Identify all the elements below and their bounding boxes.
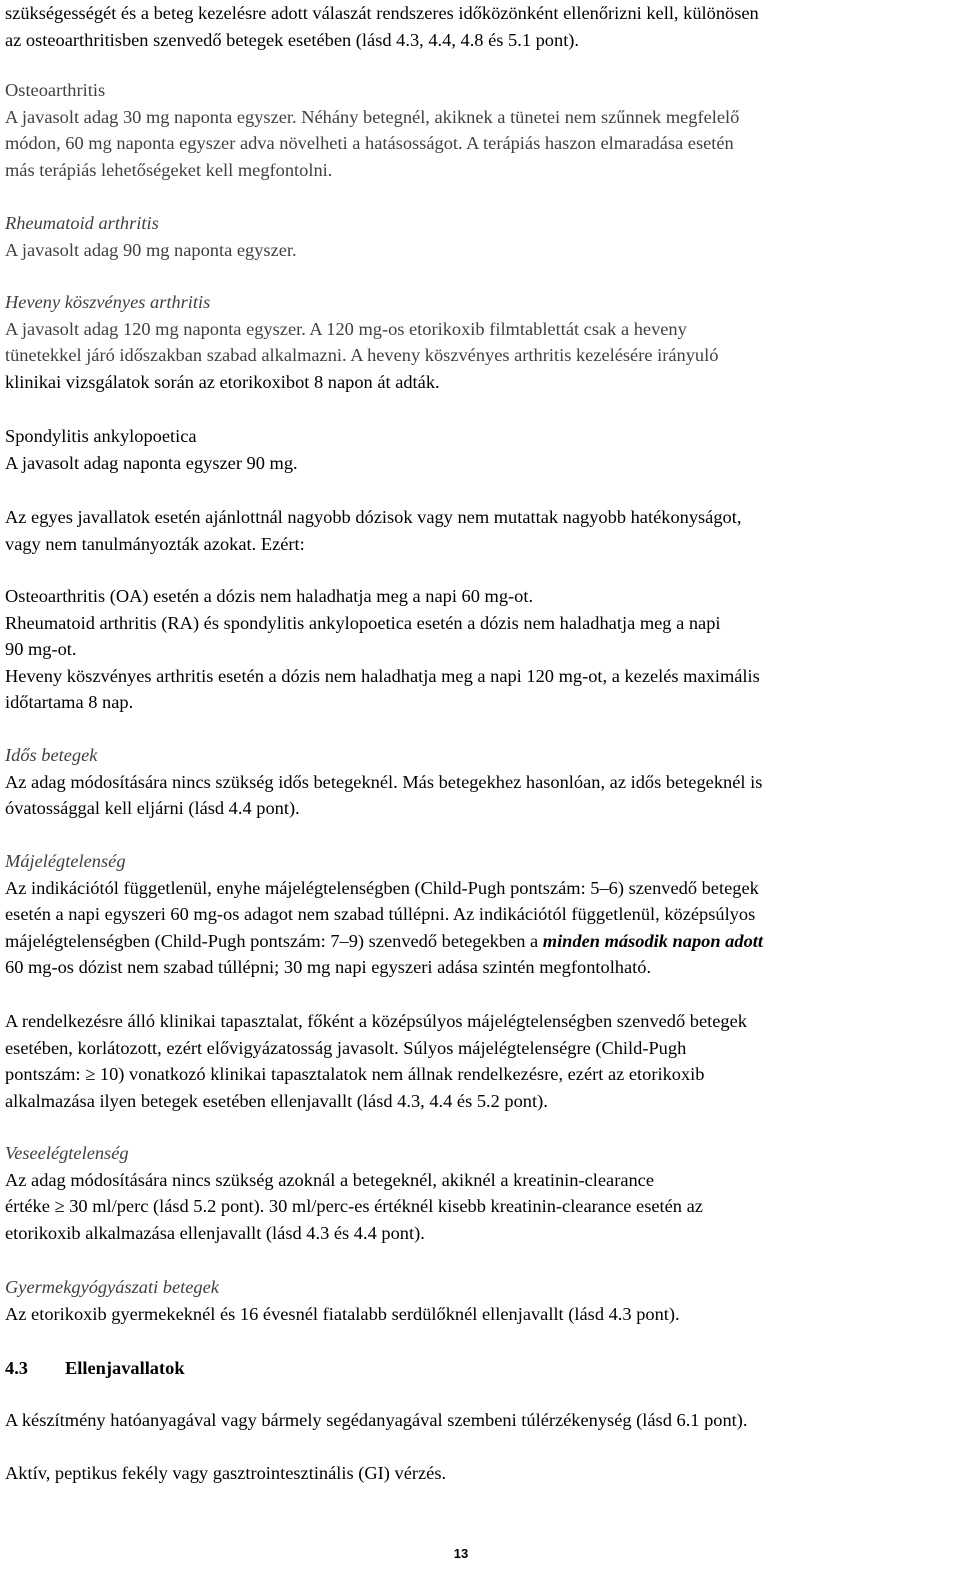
contraindication-paragraph — [5, 1407, 957, 1434]
text-fragment: májelégtelenségben (Child-Pugh pontszám: 7–9) szenvedő betegekben a — [5, 930, 543, 951]
text-line: klinikai vizsgálatok során az etorikoxibot 8 napon át adták. — [5, 371, 440, 392]
text-line: Az adag módosítására nincs szükség azoknál a betegeknél, akiknél a kreatinin-clearance — [5, 1169, 654, 1190]
text-line: módon, 60 mg naponta egyszer adva növelheti a hatásosságot. A terápiás haszon elmaradása esetén — [5, 133, 734, 154]
renal-section — [5, 1140, 957, 1246]
text-line: Az egyes javallatok esetén ajánlottnál nagyobb dózisok vagy nem mutattak nagyobb hatékonyságot, — [5, 507, 742, 527]
contraindication-paragraph — [5, 1460, 957, 1487]
gout-heading: Heveny köszvényes arthritis — [5, 292, 211, 312]
text-line: A javasolt adag 30 mg naponta egyszer. Néhány betegnél, akiknek a tünetei nem szűnnek megfelelő — [5, 106, 740, 127]
osteoarthritis-section — [5, 77, 957, 183]
hepatic-section — [5, 848, 957, 981]
text-line: A javasolt adag 90 mg naponta egyszer. — [5, 239, 297, 260]
text-line: értéke ≥ 30 ml/perc (lásd 5.2 pont). 30 ml/perc-es értéknél kisebb kreatinin-clearance esetén az — [5, 1196, 703, 1217]
text-line: Osteoarthritis (OA) esetén a dózis nem haladhatja meg a napi 60 mg-ot. — [5, 586, 534, 606]
elderly-section — [5, 742, 957, 822]
text-line: időtartama 8 nap. — [5, 692, 134, 713]
section-title: Ellenjavallatok — [65, 1358, 185, 1378]
text-line: esetében, korlátozott, ezért elővigyázatosság javasolt. Súlyos májelégtelenségre (Child-Pugh — [5, 1037, 687, 1058]
text-line: Az indikációtól függetlenül, enyhe májelégtelenségben (Child-Pugh pontszám: 5–6) szenvedő betegek — [5, 877, 759, 898]
intro-paragraph — [5, 0, 957, 53]
text-line — [5, 928, 957, 955]
text-line: szükségességét és a beteg kezelésre adott válaszát rendszeres időközönként ellenőrizni kell, különösen — [5, 3, 759, 23]
text-line: pontszám: ≥ 10) vonatkozó klinikai tapasztalatok nem állnak rendelkezésre, ezért az etorikoxib — [5, 1064, 705, 1085]
text-line: vagy nem tanulmányozták azokat. Ezért: — [5, 533, 305, 554]
hepatic-experience-paragraph — [5, 1008, 957, 1114]
spondylitis-heading: Spondylitis ankylopoetica — [5, 426, 197, 446]
text-line: Az etorikoxib gyermekeknél és 16 évesnél fiatalabb serdülőknél ellenjavallt (lásd 4.3 pont). — [5, 1303, 680, 1324]
section-heading — [5, 1355, 185, 1382]
elderly-heading: Idős betegek — [5, 745, 98, 765]
pediatric-section — [5, 1274, 957, 1327]
osteoarthritis-heading: Osteoarthritis — [5, 80, 106, 100]
text-line: etorikoxib alkalmazása ellenjavallt (lásd 4.3 és 4.4 pont). — [5, 1222, 425, 1243]
text-line: alkalmazása ilyen betegek esetében ellenjavallt (lásd 4.3, 4.4 és 5.2 pont). — [5, 1090, 548, 1111]
maximum-dose-paragraph — [5, 583, 957, 716]
text-line: Heveny köszvényes arthritis esetén a dózis nem haladhatja meg a napi 120 mg-ot, a kezelés maximális — [5, 665, 760, 686]
gout-section — [5, 289, 957, 395]
text-line: más terápiás lehetőségeket kell megfontolni. — [5, 159, 333, 180]
text-line: A javasolt adag 120 mg naponta egyszer. A 120 mg-os etorikoxib filmtablettát csak a heveny — [5, 318, 687, 339]
section-number: 4.3 — [5, 1358, 28, 1378]
text-line: óvatossággal kell eljárni (lásd 4.4 pont). — [5, 798, 300, 819]
renal-heading: Veseelégtelenség — [5, 1143, 129, 1163]
text-line: A javasolt adag naponta egyszer 90 mg. — [5, 452, 298, 473]
hepatic-heading: Májelégtelenség — [5, 851, 126, 871]
rheumatoid-arthritis-heading: Rheumatoid arthritis — [5, 213, 159, 233]
emphasis-text: minden második napon adott — [542, 930, 763, 951]
higher-dose-paragraph — [5, 504, 957, 557]
text-line: 60 mg-os dózist nem szabad túllépni; 30 mg napi egyszeri adása szintén megfontolható. — [5, 957, 652, 978]
spondylitis-section — [5, 423, 957, 476]
text-line: Az adag módosítására nincs szükség idős betegeknél. Más betegekhez hasonlóan, az idős betegeknél is — [5, 771, 763, 792]
text-line: az osteoarthritisben szenvedő betegek esetében (lásd 4.3, 4.4, 4.8 és 5.1 pont). — [5, 29, 580, 50]
pediatric-heading: Gyermekgyógyászati betegek — [5, 1277, 219, 1297]
text-line: esetén a napi egyszeri 60 mg-os adagot nem szabad túllépni. Az indikációtól függetlenül, középsúlyos — [5, 904, 756, 925]
text-line: Rheumatoid arthritis (RA) és spondylitis ankylopoetica esetén a dózis nem haladhatja meg a napi — [5, 612, 721, 633]
text-line: tünetekkel járó időszakban szabad alkalmazni. A heveny köszvényes arthritis kezelésére irányuló — [5, 345, 719, 366]
text-line: Aktív, peptikus fekély vagy gasztrointesztinális (GI) vérzés. — [5, 1463, 447, 1483]
rheumatoid-arthritis-section — [5, 210, 957, 263]
text-line: A készítmény hatóanyagával vagy bármely segédanyagával szembeni túlérzékenység (lásd 6.1 pont). — [5, 1410, 748, 1430]
text-line: A rendelkezésre álló klinikai tapasztalat, főként a középsúlyos májelégtelenségben szenvedő betegek — [5, 1011, 747, 1031]
page-number: 13 — [453, 1546, 469, 1561]
text-line: 90 mg-ot. — [5, 639, 77, 660]
